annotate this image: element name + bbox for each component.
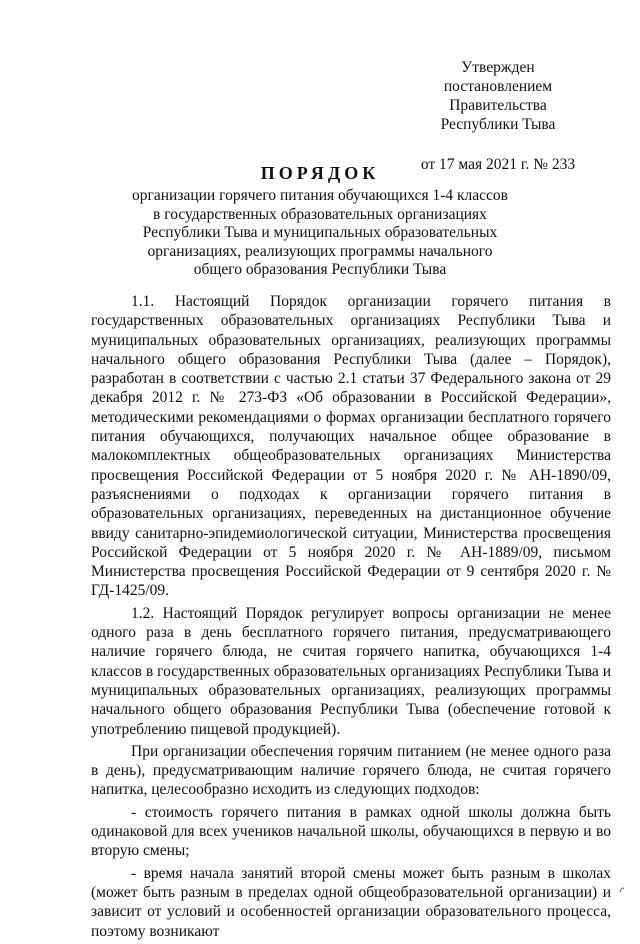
- list-item: - время начала занятий второй смены может быть разным в школах (может быть разным в пределах одной общеобразовательной организации) и зависит от условий и особенностей организации образовательного процесса, поэтому возникают: [91, 864, 611, 940]
- document-title: ПОРЯДОК: [260, 163, 380, 183]
- subtitle-line: Республики Тыва и муниципальных образовательных: [142, 224, 498, 241]
- paragraph-1-2: 1.2. Настоящий Порядок регулирует вопросы организации не менее одного раза в день бесплатного горячего питания, предусматривающего наличие горячего блюда, не считая горячего напитка, обучающихся 1-4 классов в государственных образовательных организациях Республики Тыва и муниципальных образовательных организациях, реализующих программы начального общего образования Республики Тыва (обеспечение готовой к употреблению пищевой продукцией).: [91, 604, 611, 738]
- paragraph-1-1: 1.1. Настоящий Порядок организации горячего питания в государственных образовательных организациях Республики Тыва и муниципальных образовательных организациях, реализующих программы начального общего образования Республики Тыва (далее – Порядок), разработан в соответствии с частью 2.1 статьи 37 Федерального закона от 29 декабря 2012 г. № 273-ФЗ «Об образовании в Российской Федерации», методическими рекомендациями о формах организации бесплатного горячего питания обучающихся, получающих начальное общее образование в малокомплектных общеобразовательных организациях Министерства просвещения Российской Федерации от 5 ноября 2020 г. № АН-1890/09, разъяснениями о подходах к организации горячего питания в образовательных организациях, переведенных на дистанционное обучение ввиду санитарно-эпидемиологической ситуации, Министерства просвещения Российской Федерации от 5 ноября 2020 г. № АН-1889/09, письмом Министерства просвещения Российской Федерации от 9 сентября 2020 г. № ГД-1425/09.: [91, 293, 611, 600]
- scan-mark-icon: [618, 884, 628, 894]
- subtitle-line: общего образования Республики Тыва: [193, 261, 447, 278]
- approval-line: Республики Тыва: [440, 116, 556, 133]
- approval-date: от 17 мая 2021 г. № 233: [420, 156, 576, 173]
- paragraph-approaches: При организации обеспечения горячим питанием (не менее одного раза в день), предусматривающим наличие горячего блюда, не считая горячего напитка, целесообразно исходить из следующих подходов:: [91, 742, 611, 799]
- approval-line: постановлением Правительства: [443, 78, 553, 114]
- document-body: [91, 292, 611, 944]
- document-subtitle: [120, 187, 520, 280]
- document-heading: [120, 162, 520, 280]
- list-item: - стоимость горячего питания в рамках одной школы должна быть одинаковой для всех учеников начальной школы, обучающихся в первую и во вторую смены;: [91, 803, 611, 860]
- approval-stamp: [398, 58, 598, 174]
- approval-line: Утвержден: [461, 59, 535, 76]
- subtitle-line: в государственных образовательных организациях: [153, 205, 487, 223]
- subtitle-line: организациях, реализующих программы начального: [147, 242, 493, 260]
- subtitle-line: организации горячего питания обучающихся 1-4 классов: [132, 187, 508, 204]
